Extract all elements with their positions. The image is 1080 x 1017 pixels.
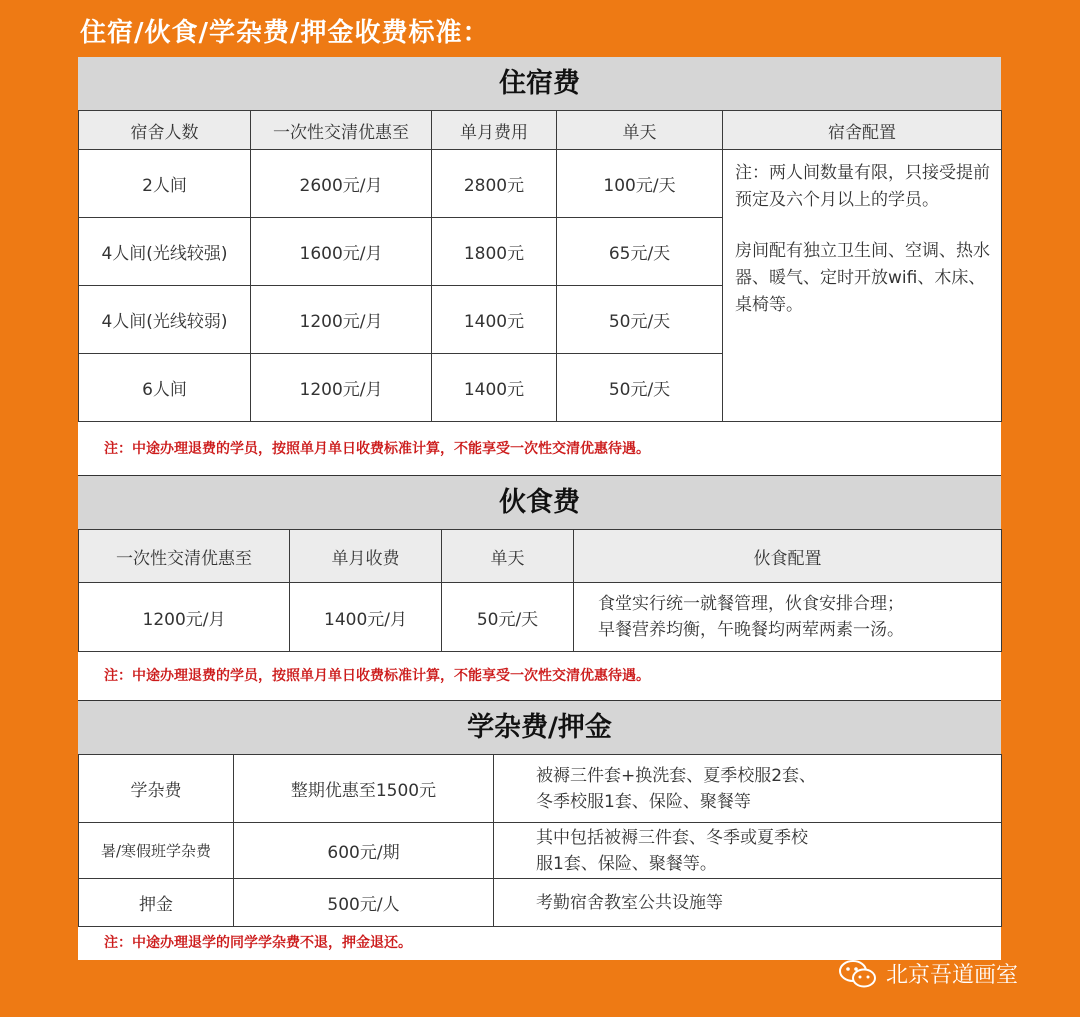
header-prepay-price: 一次性交清优惠至 bbox=[79, 530, 290, 583]
header-daily-fee: 单天 bbox=[442, 530, 574, 583]
fee-name-cell: 押金 bbox=[79, 879, 234, 927]
prepay-price-cell: 2600元/月 bbox=[251, 150, 432, 218]
header-prepay-price: 一次性交清优惠至 bbox=[251, 111, 432, 150]
table-row bbox=[79, 150, 1002, 218]
lodging-table bbox=[78, 110, 1002, 422]
prepay-price-cell: 1200元/月 bbox=[251, 286, 432, 354]
wechat-icon bbox=[838, 959, 878, 989]
header-meal-config: 伙食配置 bbox=[574, 530, 1002, 583]
fee-desc-line: 其中包括被褥三件套、冬季或夏季校 bbox=[536, 827, 808, 848]
meals-section-title: 伙食费 bbox=[78, 476, 1001, 530]
fee-desc-cell bbox=[494, 879, 1002, 927]
watermark-text: 北京吾道画室 bbox=[886, 963, 1019, 988]
fee-price-cell: 600元/期 bbox=[234, 823, 494, 879]
daily-fee-cell: 50元/天 bbox=[442, 583, 574, 652]
daily-fee-cell: 50元/天 bbox=[557, 286, 723, 354]
room-size-cell: 6人间 bbox=[79, 354, 251, 422]
monthly-fee-cell: 1800元 bbox=[432, 218, 557, 286]
room-size-cell: 2人间 bbox=[79, 150, 251, 218]
monthly-fee-cell: 1400元 bbox=[432, 286, 557, 354]
prepay-price-cell: 1200元/月 bbox=[251, 354, 432, 422]
lodging-footnote: 注：中途办理退费的学员，按照单月单日收费标准计算，不能享受一次性交清优惠待遇。 bbox=[78, 422, 1001, 476]
room-config-amenities: 房间配有独立卫生间、空调、热水器、暖气、定时开放wifi、木床、桌椅等。 bbox=[735, 241, 990, 315]
lodging-header-row bbox=[79, 111, 1002, 150]
table-row bbox=[79, 823, 1002, 879]
fee-card bbox=[78, 57, 1001, 960]
fees-table bbox=[78, 754, 1002, 927]
fee-price-cell: 整期优惠至1500元 bbox=[234, 755, 494, 823]
table-row bbox=[79, 755, 1002, 823]
header-daily-fee: 单天 bbox=[557, 111, 723, 150]
monthly-fee-cell: 1400元/月 bbox=[290, 583, 442, 652]
fee-desc-line: 冬季校服1套、保险、聚餐等 bbox=[536, 791, 751, 812]
room-config-note: 注：两人间数量有限，只接受提前预定及六个月以上的学员。 bbox=[735, 163, 990, 210]
page-title: 住宿/伙食/学杂费/押金收费标准： bbox=[80, 18, 490, 48]
fee-name-cell: 暑/寒假班学杂费 bbox=[79, 823, 234, 879]
prepay-price-cell: 1600元/月 bbox=[251, 218, 432, 286]
header-room-size: 宿舍人数 bbox=[79, 111, 251, 150]
daily-fee-cell: 100元/天 bbox=[557, 150, 723, 218]
table-row bbox=[79, 583, 1002, 652]
meal-config-line: 早餐营养均衡，午晚餐均两荤两素一汤。 bbox=[598, 620, 904, 640]
table-row bbox=[79, 879, 1002, 927]
fee-desc-line: 考勤宿舍教室公共设施等 bbox=[536, 892, 723, 913]
room-size-cell: 4人间(光线较强) bbox=[79, 218, 251, 286]
fee-desc-cell bbox=[494, 823, 1002, 879]
meals-footnote: 注：中途办理退费的学员，按照单月单日收费标准计算，不能享受一次性交清优惠待遇。 bbox=[78, 651, 1001, 701]
monthly-fee-cell: 2800元 bbox=[432, 150, 557, 218]
prepay-price-cell: 1200元/月 bbox=[79, 583, 290, 652]
daily-fee-cell: 50元/天 bbox=[557, 354, 723, 422]
daily-fee-cell: 65元/天 bbox=[557, 218, 723, 286]
fee-name-cell: 学杂费 bbox=[79, 755, 234, 823]
lodging-section-title: 住宿费 bbox=[78, 57, 1001, 111]
meals-header-row bbox=[79, 530, 1002, 583]
meal-config-cell bbox=[574, 583, 1002, 652]
room-config-cell bbox=[723, 150, 1002, 422]
meals-table bbox=[78, 529, 1002, 652]
fees-section-title: 学杂费/押金 bbox=[78, 701, 1001, 755]
header-room-config: 宿舍配置 bbox=[723, 111, 1002, 150]
meal-config-line: 食堂实行统一就餐管理，伙食安排合理； bbox=[598, 594, 904, 614]
fees-footnote: 注：中途办理退学的同学学杂费不退，押金退还。 bbox=[104, 935, 412, 951]
fee-desc-line: 被褥三件套+换洗套、夏季校服2套、 bbox=[536, 765, 817, 786]
header-monthly-fee: 单月收费 bbox=[290, 530, 442, 583]
fee-desc-cell bbox=[494, 755, 1002, 823]
header-monthly-fee: 单月费用 bbox=[432, 111, 557, 150]
watermark bbox=[838, 958, 1018, 989]
fee-desc-line: 服1套、保险、聚餐等。 bbox=[536, 853, 717, 874]
room-size-cell: 4人间(光线较弱) bbox=[79, 286, 251, 354]
fee-price-cell: 500元/人 bbox=[234, 879, 494, 927]
monthly-fee-cell: 1400元 bbox=[432, 354, 557, 422]
